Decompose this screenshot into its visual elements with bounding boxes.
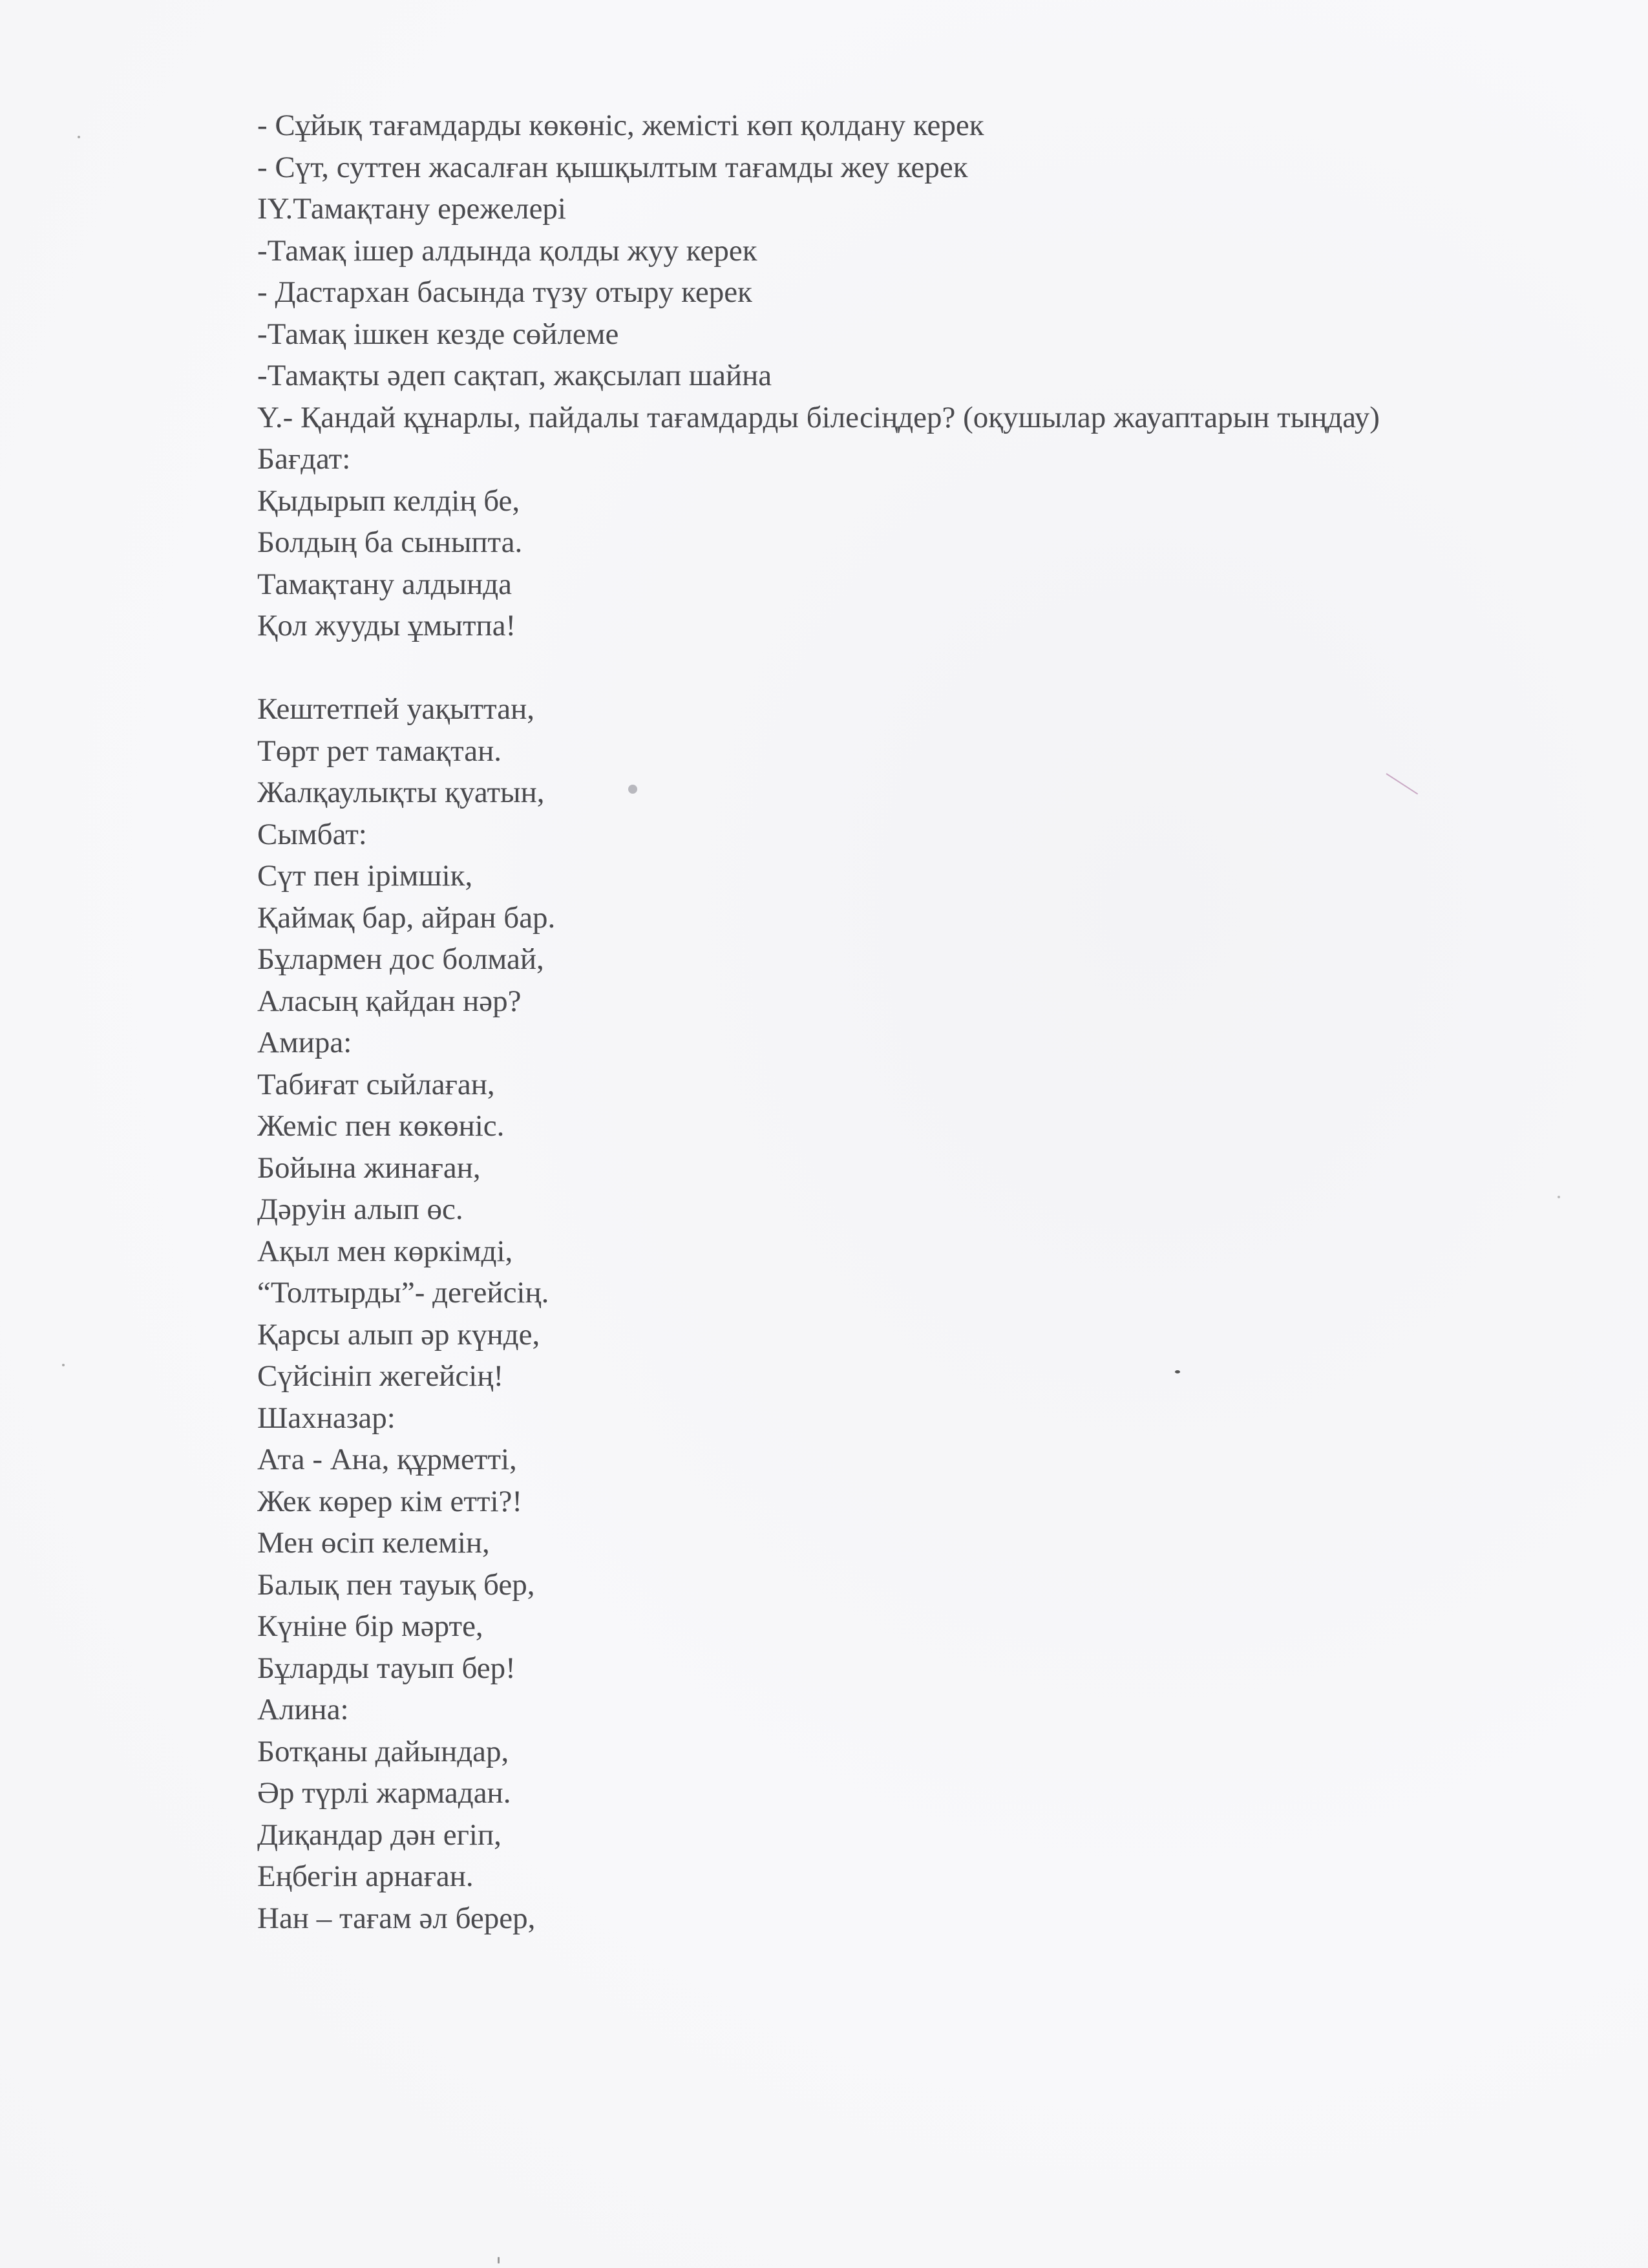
text-line: Сымбат: — [257, 817, 367, 851]
text-line: Бұларды тауып бер! — [257, 1651, 516, 1685]
text-line: Шахназар: — [257, 1401, 396, 1435]
text-line: Сүйсініп жегейсің! — [257, 1359, 504, 1393]
text-line: Дәруін алып өс. — [257, 1192, 463, 1226]
text-line: Бойына жинаған, — [257, 1150, 481, 1185]
text-line: Әр түрлі жармадан. — [257, 1776, 511, 1810]
text-line: Жалқаулықты қуатын, — [257, 776, 545, 809]
text-line: Тамақтану алдында — [257, 567, 512, 601]
text-line: ІY.Тамақтану ережелері — [257, 192, 566, 226]
text-line: Ата - Ана, құрметті, — [257, 1443, 517, 1476]
text-line: Табиғат сыйлаған, — [257, 1067, 495, 1101]
text-line: - Сүт, суттен жасалған қышқылтым тағамды жеу керек — [257, 150, 968, 184]
text-line: -Тамақ ішкен кезде сөйлеме — [257, 317, 619, 351]
blank-line — [257, 647, 1524, 689]
text-line: Болдың ба сыныпта. — [257, 525, 523, 559]
text-line: Жеміс пен көкөніс. — [257, 1109, 505, 1143]
scan-speck — [1558, 1196, 1560, 1198]
text-line: Сүт пен ірімшік, — [257, 859, 473, 893]
scan-speck — [498, 2257, 500, 2263]
text-line: Қол жууды ұмытпа! — [257, 609, 516, 642]
text-line: - Дастархан басында түзу отыру керек — [257, 275, 752, 309]
text-line: Қарсы алып әр күнде, — [257, 1317, 540, 1351]
text-line: Нан – тағам әл берер, — [257, 1901, 536, 1935]
scan-speck — [62, 1364, 65, 1366]
text-line: Төрт рет тамақтан. — [257, 734, 502, 768]
text-line: Кештетпей уақыттан, — [257, 692, 535, 726]
text-line: Ақыл мен көркімді, — [257, 1234, 513, 1268]
text-line: Қаймақ бар, айран бар. — [257, 900, 556, 935]
text-line: Ботқаны дайындар, — [257, 1734, 509, 1768]
text-line: Қыдырып келдің бе, — [257, 483, 520, 518]
text-line: Еңбегін арнаған. — [257, 1860, 474, 1893]
text-line: Жек көрер кім етті?! — [257, 1484, 523, 1518]
scan-speck — [1175, 1370, 1180, 1373]
text-line: Балық пен тауық бер, — [257, 1567, 535, 1602]
text-line: Амира: — [257, 1026, 352, 1059]
scan-speck — [628, 785, 637, 794]
text-line: Бағдат: — [257, 442, 351, 476]
text-line: Күніне бір мәрте, — [257, 1609, 483, 1643]
text-line: - Сұйық тағамдарды көкөніс, жемісті көп қолдану керек — [257, 109, 984, 142]
text-line: Бұлармен дос болмай, — [257, 942, 544, 976]
text-line: -Тамақты әдеп сақтап, жақсылап шайна — [257, 359, 772, 392]
scan-speck — [78, 136, 80, 138]
text-line: “Толтырды”- дегейсің. — [257, 1276, 549, 1309]
text-line: Аласың қайдан нәр? — [257, 984, 522, 1018]
text-line: Y.- Қандай құнарлы, пайдалы тағамдарды білесіңдер? (оқушылар жауаптарын тыңдау) — [257, 400, 1380, 434]
text-line: Диқандар дән егіп, — [257, 1818, 502, 1852]
text-line: Алина: — [257, 1693, 349, 1726]
document-body — [257, 105, 1524, 1939]
text-line: Мен өсіп келемін, — [257, 1526, 490, 1560]
text-line: -Тамақ ішер алдында қолды жуу керек — [257, 233, 757, 268]
